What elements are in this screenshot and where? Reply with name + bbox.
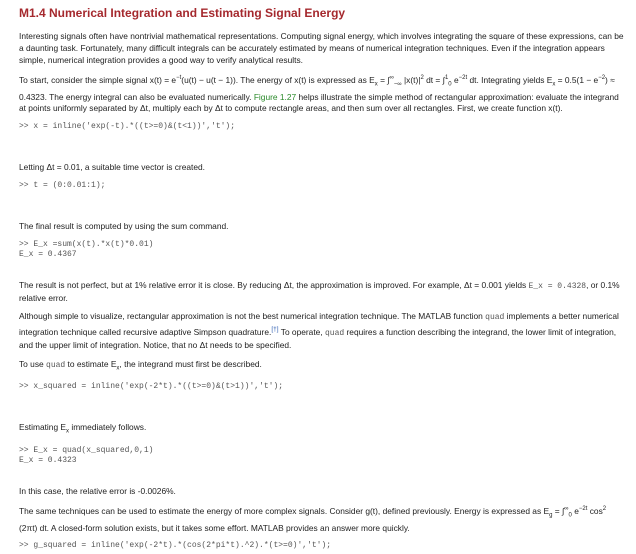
- footnote-link[interactable]: [†]: [271, 326, 279, 334]
- complex-signal-paragraph: The same techniques can be used to estimate the energy of more complex signals. Consider g(t), defined previously. Energy is expressed as $E_g = \int^\infty_0$ $e^{-2t}$ $\cos^2 (2\pi t)$ dt. A closed-form solution exists, but it takes some effort. MATLAB provides an answer more quickly.: [19, 506, 607, 533]
- code-block-g-squared: >> g_squared = inline('exp(-2*t).*(cos(2*pi*t).^2).*(t>=0)','t');: [19, 541, 332, 551]
- quad-usage-paragraph: To use quad to estimate $E_x$, the integrand must first be described.: [19, 358, 262, 372]
- estimate-paragraph: Estimating $E_x$ immediately follows.: [19, 422, 147, 435]
- energy-paragraph: To start, consider the simple signal $x(t) = e^{-t}(u(t) - u(t - 1))$. The energy of x(t) is expressed as $E_x = \int^\infty_{-\infty}$ $|x(t)|^2$ dt = ∫$^1_0$ $e^{-2t}$ dt. Integrating yields $E_x = 0.5(1 - e^{-2}) \approx 0.4323$. The energy integral can also be evaluated numerically. Figure 1.27 helps illustrate the simple method of rectangular approximation: evaluate the integrand at points uniformly separated by Δt, multiply each by Δt to compute rectangle areas, and then sum over all rectangles. First, we create function x(t).: [19, 75, 619, 114]
- figure-link[interactable]: Figure 1.27: [253, 91, 297, 102]
- code-block-quad: >> E_x = quad(x_squared,0,1) E_x = 0.4323: [19, 445, 154, 465]
- relative-error-paragraph: In this case, the relative error is -0.0026%.: [19, 485, 176, 496]
- document-page: [19, 6, 625, 551]
- code-block-sum: >> E_x =sum(x(t).*x(t)*0.01) E_x = 0.4367: [19, 239, 154, 259]
- code-block-time-vector: >> t = (0:0.01:1);: [19, 181, 106, 191]
- code-block-define-x: >> x = inline('exp(-t).*((t>=0)&(t<1))','t');: [19, 122, 236, 132]
- quad-paragraph: Although simple to visualize, rectangular approximation is not the best numerical integration technique. The MATLAB function quad implements a better numerical integration technique called recursive adaptive Simpson quadrature.[†] To operate, quad requires a function describing the integrand, the lower limit of integration, and the upper limit of integration. Notice, that no Δt needs to be specified.: [19, 311, 619, 350]
- sum-paragraph: The final result is computed by using the sum command.: [19, 221, 229, 232]
- code-block-x-squared: >> x_squared = inline('exp(-2*t).*((t>=0)&(t>1))','t');: [19, 382, 284, 392]
- intro-paragraph: Interesting signals often have nontrivial mathematical representations. Computing signal energy, which involves integrating the square of these expressions, can be a daunting task. Fortunately, many difficult integrals can be accurately estimated by means of numerical integration techniques. Even if the integration appears simple, numerical integration provides a good way to verify analytical results.: [19, 31, 624, 65]
- section-title: M1.4 Numerical Integration and Estimating Signal Energy: [19, 6, 346, 20]
- result-paragraph: The result is not perfect, but at 1% relative error it is close. By reducing Δt, the approximation is improved. For example, Δt = 0.001 yields E_x = 0.4328, or 0.1% relative error.: [19, 279, 620, 303]
- time-vector-paragraph: Letting Δt = 0.01, a suitable time vector is created.: [19, 162, 205, 173]
